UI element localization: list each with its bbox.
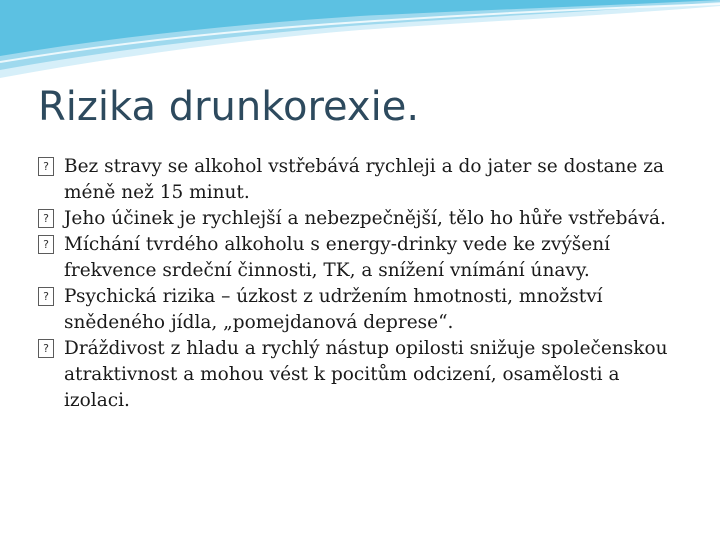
bullet-text: Jeho účinek je rychlejší a nebezpečnější, tělo ho hůře vstřebává. — [64, 208, 666, 229]
bullet-item — [38, 336, 688, 414]
bullet-marker-icon: ? — [38, 157, 54, 176]
bullet-text: Dráždivost z hladu a rychlý nástup opilosti snižuje společenskou atraktivnost a mohou vést k pocitům odcizení, osamělosti a izolaci. — [64, 338, 668, 411]
bullet-text: Míchání tvrdého alkoholu s energy-drinky vede ke zvýšení frekvence srdeční činnosti, TK, a snížení vnímání únavy. — [64, 234, 611, 281]
bullet-item — [38, 232, 688, 284]
bullet-marker-icon: ? — [38, 235, 54, 254]
bullet-text: Psychická rizika – úzkost z udržením hmotnosti, množství snědeného jídla, „pomejdanová deprese“. — [64, 286, 603, 333]
bullet-item — [38, 206, 688, 232]
bullet-item — [38, 284, 688, 336]
header-wave-decoration — [0, 0, 720, 80]
slide-title: Rizika drunkorexie. — [38, 84, 420, 130]
bullet-list — [38, 154, 688, 414]
bullet-item — [38, 154, 688, 206]
bullet-marker-icon: ? — [38, 209, 54, 228]
bullet-text: Bez stravy se alkohol vstřebává rychleji a do jater se dostane za méně než 15 minut. — [64, 156, 665, 203]
bullet-marker-icon: ? — [38, 287, 54, 306]
bullet-marker-icon: ? — [38, 339, 54, 358]
